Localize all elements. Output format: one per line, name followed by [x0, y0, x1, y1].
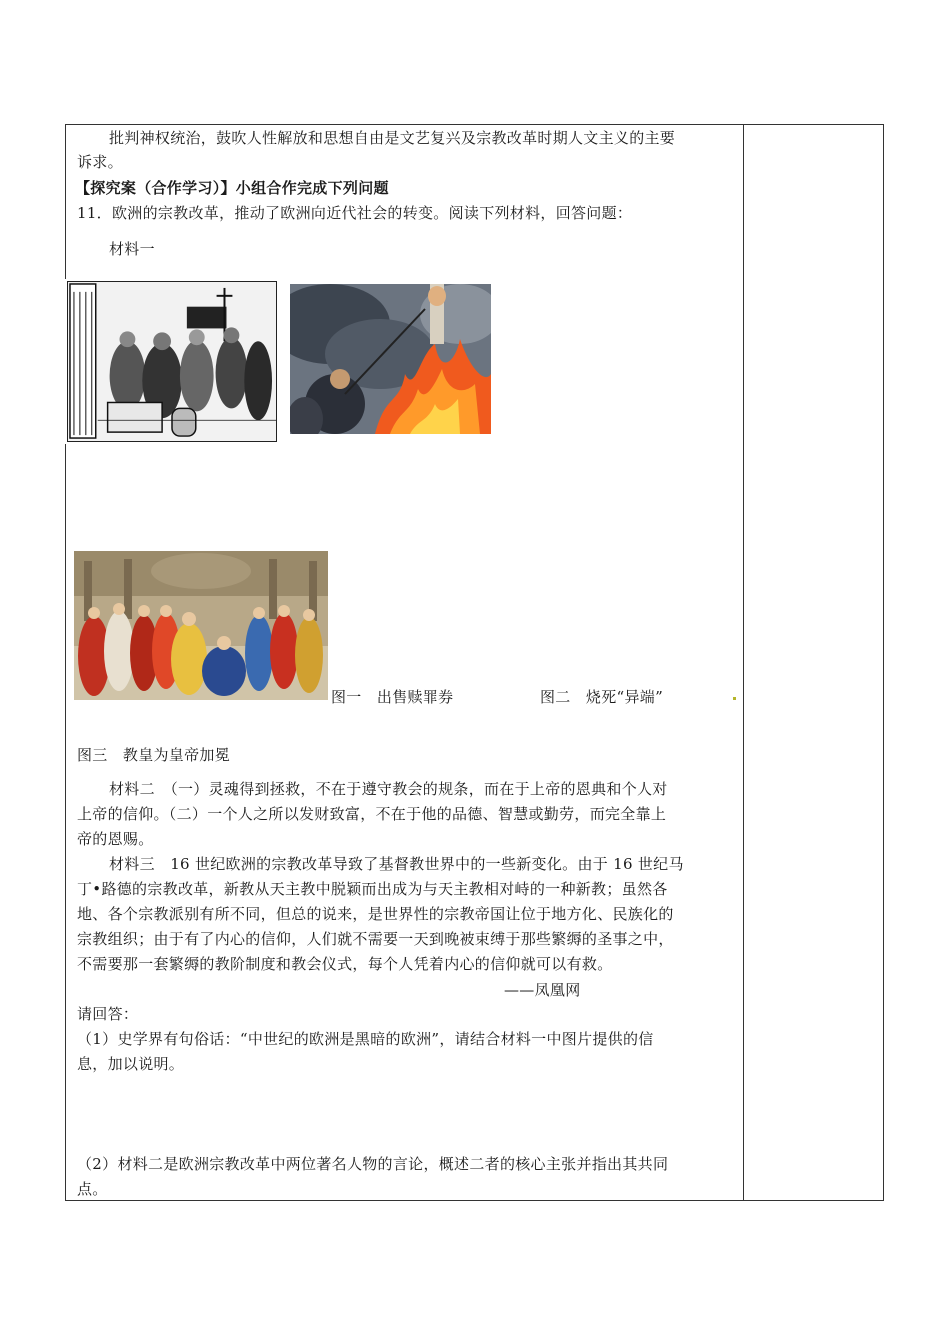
table-column-divider — [743, 124, 744, 1201]
figure-1-caption: 图一 出售赎罪券 — [331, 688, 454, 706]
material-3-line-2: 丁•路德的宗教改革，新教从天主教中脱颖而出成为与天主教相对峙的一种新教；虽然各 — [77, 880, 668, 898]
material-2-line-3: 帝的恩赐。 — [77, 830, 154, 848]
sub-question-1-line-1: （1）史学界有句俗话：“中世纪的欧洲是黑暗的欧洲”，请结合材料一中图片提供的信 — [77, 1030, 654, 1048]
answer-prompt: 请回答： — [77, 1005, 139, 1023]
figure-1-indulgence-woodcut-image — [67, 281, 277, 442]
question-11: 11．欧洲的宗教改革，推动了欧洲向近代社会的转变。阅读下列材料，回答问题： — [77, 204, 633, 222]
material-3-line-4: 宗教组织；由于有了内心的信仰，人们就不需要一天到晚被束缚于那些繁缛的圣事之中， — [77, 930, 674, 948]
material-3-line-3: 地、各个宗教派别有所不同，但总的说来，是世界性的宗教帝国让位于地方化、民族化的 — [77, 905, 674, 923]
material-2-line-2: 上帝的信仰。（二）一个人之所以发财致富，不在于他的品德、智慧或勤劳，而完全靠上 — [77, 805, 667, 823]
material-3-line-1: 材料三 16 世纪欧洲的宗教改革导致了基督教世界中的一些新变化。由于 16 世纪马 — [109, 855, 684, 873]
sub-question-1-line-2: 息，加以说明。 — [77, 1055, 185, 1073]
sub-question-2-line-1: （2）材料二是欧洲宗教改革中两位著名人物的言论，概述二者的核心主张并指出其共同 — [77, 1155, 669, 1173]
figure-2-burning-heretic-image — [290, 284, 491, 434]
material-1-label: 材料一 — [109, 240, 155, 258]
material-3-line-5: 不需要那一套繁缛的教阶制度和教会仪式，每个人凭着内心的信仰就可以有救。 — [77, 955, 613, 973]
figure-2-caption: 图二 烧死“异端” — [540, 688, 664, 706]
material-3-source: ——凤凰网 — [504, 981, 581, 999]
sub-question-2-line-2: 点。 — [77, 1180, 108, 1198]
intro-paragraph-line-1: 批判神权统治，鼓吹人性解放和思想自由是文艺复兴及宗教改革时期人文主义的主要 — [109, 129, 676, 147]
figure-3-pope-crowning-emperor-image — [74, 551, 328, 700]
intro-paragraph-line-2: 诉求。 — [77, 153, 123, 171]
material-2-line-1: 材料二 （一）灵魂得到拯救，不在于遵守教会的规条，而在于上帝的恩典和个人对 — [109, 780, 668, 798]
figure-3-caption: 图三 教皇为皇帝加冕 — [77, 746, 231, 764]
section-heading: 【探究案（合作学习）】小组合作完成下列问题 — [75, 179, 389, 197]
stray-mark — [733, 697, 736, 700]
